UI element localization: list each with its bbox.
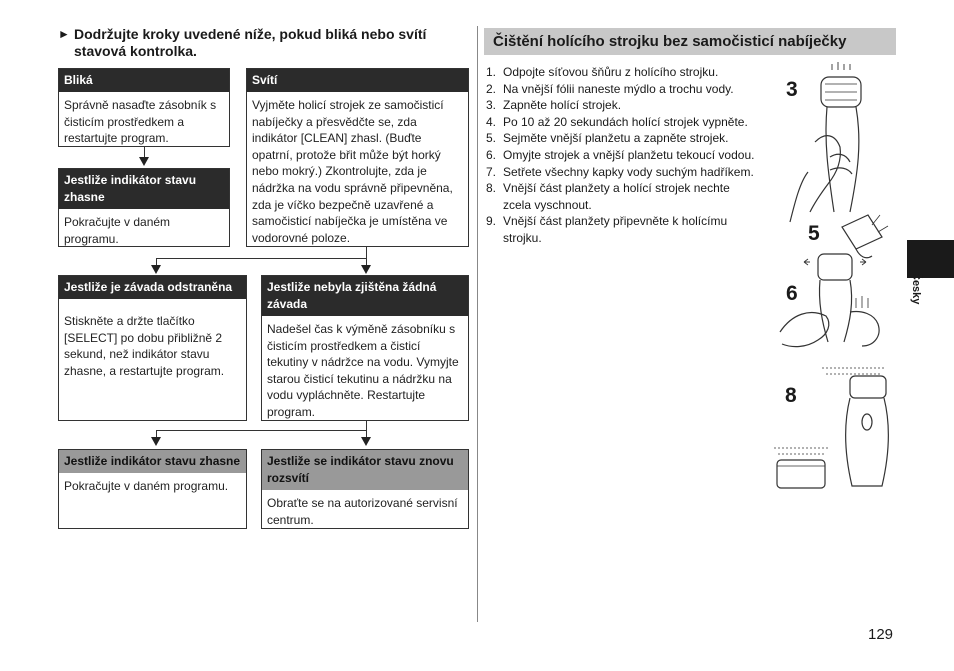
down-arrow-icon <box>361 265 371 274</box>
intro-text: Dodržujte kroky uvedené níže, pokud bliká nebo svítí stavová kontrolka. <box>74 26 427 59</box>
list-item: 3. Zapněte holící strojek. <box>486 98 622 113</box>
page-number: 129 <box>868 626 894 643</box>
list-item: 1. Odpojte síťovou šňůru z holícího strojku. <box>486 65 719 79</box>
flow-box-fault-removed <box>58 275 247 421</box>
flow-body: Obraťte se na autorizované servisní centrum. <box>267 496 458 527</box>
triangle-bullet-icon: ► <box>58 27 70 41</box>
flow-box-no-fault <box>261 275 469 421</box>
column-divider <box>477 26 478 622</box>
flow-header: Jestliže indikátor stavu zhasne <box>59 169 229 209</box>
shaver-illustrations <box>770 62 900 492</box>
figure-label-6: 6 <box>786 282 798 305</box>
flow-connector <box>156 258 367 259</box>
flow-body: Vyjměte holicí strojek ze samočisticí nabíječky a přesvědčte se, zda indikátor [CLEAN] zhasl. (Buďte opatrní, protože břit může být horký nebo mokrý.) Zkontrolujte, zda je nádržka na vodu správně připevněna, zda je víčko bezpečně uzavřené a samočisticí nabíječka je umístěna ve vodorovné poloze. <box>252 98 453 245</box>
list-item: 8. Vnější část planžety a holící strojek nechte zcela vyschnout. <box>486 181 730 212</box>
flow-box-lit <box>246 68 469 247</box>
section-title: Čištění holícího strojku bez samočisticí nabíječky <box>484 28 896 55</box>
flow-box-lit-again <box>261 449 469 529</box>
flow-header: Bliká <box>59 69 229 92</box>
flow-box-indicator-off <box>58 168 230 247</box>
flow-header: Jestliže nebyla zjištěna žádná závada <box>262 276 468 316</box>
list-item: 4. Po 10 až 20 sekundách holící strojek vypněte. <box>486 114 748 129</box>
shaver-drying-illustration <box>774 368 888 488</box>
figure-label-5: 5 <box>808 222 820 245</box>
flow-header: Jestliže je závada odstraněna <box>59 276 246 299</box>
flow-header: Svítí <box>247 69 468 92</box>
flow-body: Správně nasaďte zásobník s čisticím prostředkem a restartujte program. <box>64 98 217 146</box>
down-arrow-icon <box>139 157 149 166</box>
foil-removal-illustration <box>842 215 888 258</box>
flow-body: Pokračujte v daném programu. <box>64 479 229 493</box>
shaver-soap-illustration <box>790 62 861 222</box>
flow-box-indicator-off-2 <box>58 449 247 529</box>
down-arrow-icon <box>361 437 371 446</box>
down-arrow-icon <box>151 265 161 274</box>
figure-label-3: 3 <box>786 78 798 101</box>
flow-connector <box>366 430 367 437</box>
flow-body: Nadešel čas k výměně zásobníku s čisticím prostředkem a čisticí tekutiny v nádržce na vodu. Vymyjte starou čisticí tekutinu a nádržku na vodu vypláchněte. Restartujte program. <box>267 322 459 419</box>
list-item: 2. Na vnější fólii naneste mýdlo a trochu vody. <box>486 81 734 96</box>
language-label: Česky <box>910 272 922 305</box>
flow-connector <box>156 430 367 431</box>
flow-connector <box>156 430 157 437</box>
flow-box-blinks <box>58 68 230 147</box>
list-item: 9. Vnější část planžety připevněte k holícímu strojku. <box>486 214 728 245</box>
figure-label-8: 8 <box>785 384 797 407</box>
list-item: 6. Omyjte strojek a vnější planžetu tekoucí vodou. <box>486 147 755 162</box>
flow-connector <box>366 247 367 258</box>
list-item: 7. Setřete všechny kapky vody suchým hadříkem. <box>486 164 754 179</box>
flow-body: Stiskněte a držte tlačítko [SELECT] po dobu přibližně 2 sekund, než indikátor stavu zhasne, a restartujte program. <box>64 314 225 378</box>
flow-connector <box>366 421 367 430</box>
intro-heading <box>58 26 478 60</box>
flow-body: Pokračujte v daném programu. <box>64 215 171 246</box>
list-item: 5. Sejměte vnější planžetu a zapněte strojek. <box>486 131 729 146</box>
down-arrow-icon <box>151 437 161 446</box>
flow-header: Jestliže indikátor stavu zhasne <box>59 450 246 473</box>
shaver-washing-illustration <box>780 254 879 347</box>
cleaning-steps <box>486 64 761 247</box>
language-tab <box>904 272 924 316</box>
flow-header: Jestliže se indikátor stavu znovu rozsvítí <box>262 450 468 490</box>
